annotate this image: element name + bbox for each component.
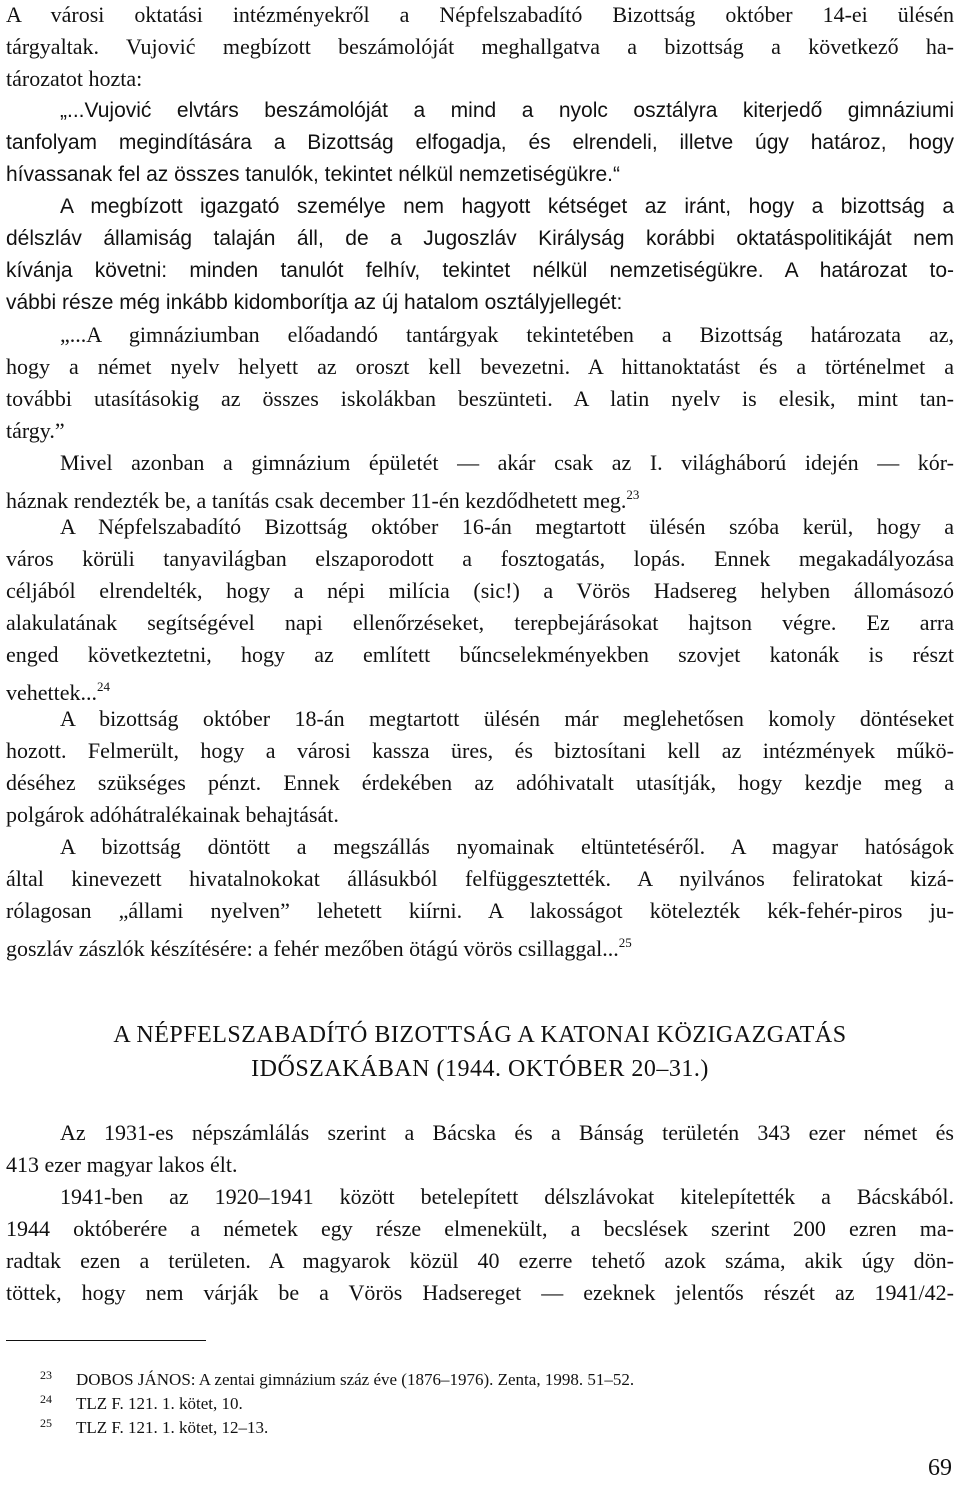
- text-line: 413 ezer magyar lakos élt.: [6, 1152, 238, 1177]
- text-line: hívassanak fel az összes tanulók, tekintet nélkül nemzetiségükre.“: [6, 163, 620, 186]
- footnote-text: DOBOS JÁNOS: A zentai gimnázium száz éve (1876–1976). Zenta, 1998. 51–52.: [76, 1370, 635, 1389]
- text-line: Mivel azonban a gimnázium épületét — akár csak az I. világháború idején — kór-: [60, 450, 954, 475]
- text-line: A városi oktatási intézményekről a Népfelszabadító Bizottság október 14-ei ülésén: [6, 2, 954, 27]
- text-line: céljából elrendelték, hogy a népi milícia (sic!) a Vörös Hadsereg helyben állomásozó: [6, 578, 954, 603]
- footnote-ref: 25: [618, 935, 632, 950]
- text-line: [6, 480, 954, 516]
- text-line: 1941-ben az 1920–1941 között betelepített délszlávokat kitelepítették a Bácskából.: [60, 1184, 954, 1209]
- footnote-ref: 24: [97, 679, 111, 694]
- footnote-number: 23: [40, 1368, 52, 1382]
- text-line: tárgy.”: [6, 418, 65, 443]
- line-text: goszláv zászlók készítésére: a fehér mezőben ötágú vörös csillaggal...: [6, 936, 619, 961]
- footnote-divider: [6, 1340, 206, 1341]
- line-text: háznak rendezték be, a tanítás csak december 11-én kezdődhetett meg.: [6, 488, 627, 513]
- text-line: rólagosan „állami nyelven” lehetett kiírni. A lakosságot kötelezték kék-fehér-piros ju-: [6, 898, 954, 923]
- text-line: hogy a német nyelv helyett az oroszt kell bevezetni. A hittanoktatást és a történelmet a: [6, 354, 954, 379]
- footnote-text: TLZ F. 121. 1. kötet, 10.: [76, 1394, 243, 1413]
- text-line: délszláv államiság talaján áll, de a Jugoszláv Királyság korábbi oktatáspolitikáját nem: [6, 227, 954, 250]
- text-line: A bizottság október 18-án megtartott ülésén már meglehetősen komoly döntéseket: [60, 706, 954, 731]
- text-line: város körüli tanyavilágban elszaporodott a fosztogatás, lopás. Ennek megakadályozása: [6, 546, 954, 571]
- footnote-number: 25: [40, 1416, 52, 1430]
- text-line: alakulatának segítségével napi ellenőrzéseket, terepbejárásokat hajtson végre. Ez arra: [6, 610, 954, 635]
- footnote-text: TLZ F. 121. 1. kötet, 12–13.: [76, 1418, 269, 1437]
- text-line: [6, 928, 954, 964]
- footnote: [40, 1412, 268, 1439]
- text-line: déséhez szükséges pénzt. Ennek érdekében az adóhivatalt utasítják, hogy kezdje meg a: [6, 770, 954, 795]
- text-line: töttek, hogy nem várják be a Vörös Hadsereget — ezeknek jelentős részét az 1941/42-: [6, 1280, 954, 1305]
- section-heading-line-2: IDŐSZAKÁBAN (1944. OKTÓBER 20–31.): [251, 1056, 709, 1082]
- text-line: Az 1931-es népszámlálás szerint a Bácska és a Bánság területén 343 ezer német és: [60, 1120, 954, 1145]
- text-line: radtak ezen a területen. A magyarok közül 40 ezerre tehető azok száma, akik úgy dön-: [6, 1248, 954, 1273]
- text-line: tanfolyam megindítására a Bizottság elfogadja, és elrendeli, illetve úgy határoz, hogy: [6, 131, 954, 154]
- text-line: további utasításokig az összes iskolákban beszünteti. A latin nyelv is elesik, mint tan-: [6, 386, 954, 411]
- text-line: [6, 672, 954, 708]
- text-line: vábbi része még inkább kidomborítja az új hatalom osztályjellegét:: [6, 291, 623, 314]
- text-line: tárgyaltak. Vujović megbízott beszámolóját meghallgatva a bizottság a következő ha-: [6, 34, 954, 59]
- line-text: vehettek...: [6, 680, 98, 705]
- section-heading-line-1: A NÉPFELSZABADÍTÓ BIZOTTSÁG A KATONAI KÖZIGAZGATÁS: [113, 1022, 847, 1048]
- text-line: 1944 októberére a németek egy része elmenekült, a becslések szerint 200 ezren ma-: [6, 1216, 954, 1241]
- text-line: „...Vujović elvtárs beszámolóját a mind a nyolc osztályra kiterjedő gimnáziumi: [60, 99, 954, 122]
- text-line: tározatot hozta:: [6, 66, 143, 91]
- text-line: „...A gimnáziumban előadandó tantárgyak tekintetében a Bizottság határozata az,: [60, 322, 954, 347]
- text-line: által kinevezett hivatalnokokat állásukból felfüggesztették. A nyilvános feliratokat kizá-: [6, 866, 954, 891]
- text-line: A Népfelszabadító Bizottság október 16-án megtartott ülésén szóba kerül, hogy a: [60, 514, 954, 539]
- page-number: 69: [928, 1455, 952, 1481]
- footnote-ref: 23: [626, 487, 640, 502]
- text-line: enged következtetni, hogy az említett bűncselekményekben szovjet katonák is részt: [6, 642, 954, 667]
- text-line: polgárok adóhátralékainak behajtását.: [6, 802, 339, 827]
- footnote: [40, 1388, 243, 1415]
- footnote-number: 24: [40, 1392, 52, 1406]
- text-line: A megbízott igazgató személye nem hagyott kétséget az iránt, hogy a bizottság a: [60, 195, 954, 218]
- text-line: hozott. Felmerült, hogy a városi kassza üres, és biztosítani kell az intézmények műkö-: [6, 738, 954, 763]
- text-line: A bizottság döntött a megszállás nyomainak eltüntetéséről. A magyar hatóságok: [60, 834, 954, 859]
- footnote: [40, 1364, 634, 1391]
- text-line: kívánja követni: minden tanulót felhív, tekintet nélkül nemzetiségükre. A határozat to-: [6, 259, 954, 282]
